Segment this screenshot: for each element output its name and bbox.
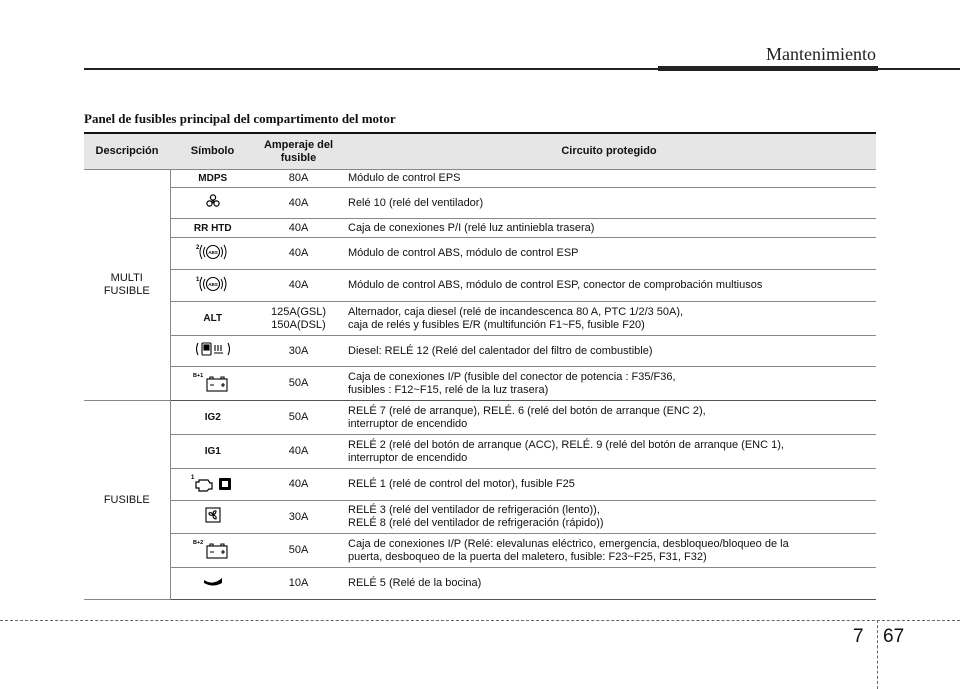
table-row [84, 219, 876, 238]
amperage-cell: 40A [255, 469, 342, 501]
amperage-cell: 125A(GSL) 150A(DSL) [255, 302, 342, 336]
amperage-cell: 40A [255, 219, 342, 238]
amperage-cell: 40A [255, 435, 342, 469]
symbol-index: 2 [195, 244, 200, 251]
amperage-cell: 40A [255, 270, 342, 302]
page-number: 67 [883, 626, 905, 647]
amperage-cell: 50A [255, 534, 342, 568]
amperage-cell: 40A [255, 188, 342, 219]
table-row [84, 401, 876, 435]
table-row [84, 568, 876, 600]
group-multi-fusible [84, 170, 170, 401]
symbol-label: IG1 [204, 446, 221, 457]
symbol-index: 1 [190, 474, 195, 481]
circuit-cell: RELÉ 5 (Relé de la bocina) [342, 568, 876, 600]
table-row [84, 336, 876, 367]
table-row [84, 501, 876, 534]
col-header-amperaje: Amperaje del fusible [255, 134, 342, 170]
header-rule-accent [658, 66, 878, 71]
circuit-cell: Caja de conexiones P/I (relé luz antiniebla trasera) [342, 219, 876, 238]
engine-ecu-icon [191, 473, 235, 497]
amperage-cell: 30A [255, 336, 342, 367]
abs-icon [196, 275, 230, 297]
col-header-descripcion: Descripción [84, 134, 170, 170]
amperage-cell: 50A [255, 367, 342, 401]
symbol-label: ALT [203, 313, 223, 324]
circuit-cell: Módulo de control EPS [342, 170, 876, 188]
circuit-cell: Caja de conexiones I/P (Relé: elevalunas eléctrico, emergencia, desbloqueo/bloqueo de la puerta, desboqueo de la puerta del maletero, fusible: F23~F25, F31, F32) [342, 534, 876, 568]
section-title: Mantenimiento [766, 44, 876, 64]
symbol-index: B+1 [192, 372, 203, 379]
circuit-cell: RELÉ 3 (relé del ventilador de refrigeración (lento)), RELÉ 8 (relé del ventilador de refrigeración (rápido)) [342, 501, 876, 534]
battery-icon [193, 371, 233, 397]
battery-icon [193, 538, 233, 564]
symbol-label: RR HTD [193, 222, 232, 234]
group-fusible [84, 401, 170, 600]
circuit-cell: Caja de conexiones I/P (fusible del conector de potencia : F35/F36, fusibles : F12~F15, relé de la luz trasera) [342, 367, 876, 401]
symbol-label: MDPS [198, 173, 228, 184]
amperage-cell: 80A [255, 170, 342, 188]
symbol-index: B+2 [192, 539, 203, 546]
table-row [84, 238, 876, 270]
circuit-cell: Diesel: RELÉ 12 (Relé del calentador del filtro de combustible) [342, 336, 876, 367]
table-row [84, 469, 876, 501]
table-row [84, 302, 876, 336]
abs-label: ABS [207, 249, 218, 255]
abs-label: ABS [207, 281, 218, 287]
amperage-cell: 30A [255, 501, 342, 534]
table-header-row [84, 134, 876, 170]
symbol-index: 1 [195, 276, 200, 283]
circuit-cell: RELÉ 7 (relé de arranque), RELÉ. 6 (relé del botón de arranque (ENC 2), interruptor de encendido [342, 401, 876, 435]
circuit-cell: RELÉ 1 (relé de control del motor), fusible F25 [342, 469, 876, 501]
group-label: FUSIBLE [103, 493, 150, 506]
fuse-table [84, 134, 876, 600]
amperage-cell: 40A [255, 238, 342, 270]
circuit-cell: Relé 10 (relé del ventilador) [342, 188, 876, 219]
amperage-cell: 50A [255, 401, 342, 435]
footer-rule [0, 620, 960, 621]
circuit-cell: Alternador, caja diesel (relé de incandescenca 80 A, PTC 1/2/3 50A), caja de relés y fusibles E/R (multifunción F1~F5, fusible F20) [342, 302, 876, 336]
footer-divider [877, 620, 878, 689]
amperage-cell: 10A [255, 568, 342, 600]
cooling-fan-icon [204, 506, 222, 528]
col-header-circuito: Circuito protegido [342, 134, 876, 170]
symbol-label: IG2 [204, 412, 221, 423]
fuel-filter-heater-icon [195, 341, 231, 361]
col-header-simbolo: Símbolo [170, 134, 255, 170]
circuit-cell: Módulo de control ABS, módulo de control ESP, conector de comprobación multiusos [342, 270, 876, 302]
circuit-cell: RELÉ 2 (relé del botón de arranque (ACC), RELÉ. 9 (relé del botón de arranque (ENC 1), interruptor de encendido [342, 435, 876, 469]
fan-icon [206, 194, 220, 212]
table-row [84, 170, 876, 188]
abs-icon [196, 243, 230, 265]
table-row [84, 270, 876, 302]
group-label: MULTI FUSIBLE [103, 272, 150, 297]
table-row [84, 367, 876, 401]
table-row [84, 435, 876, 469]
chapter-number: 7 [853, 626, 864, 647]
table-row [84, 188, 876, 219]
circuit-cell: Módulo de control ABS, módulo de control ESP [342, 238, 876, 270]
table-title: Panel de fusibles principal del compartimento del motor [84, 111, 396, 126]
horn-icon [202, 576, 224, 592]
table-row [84, 534, 876, 568]
